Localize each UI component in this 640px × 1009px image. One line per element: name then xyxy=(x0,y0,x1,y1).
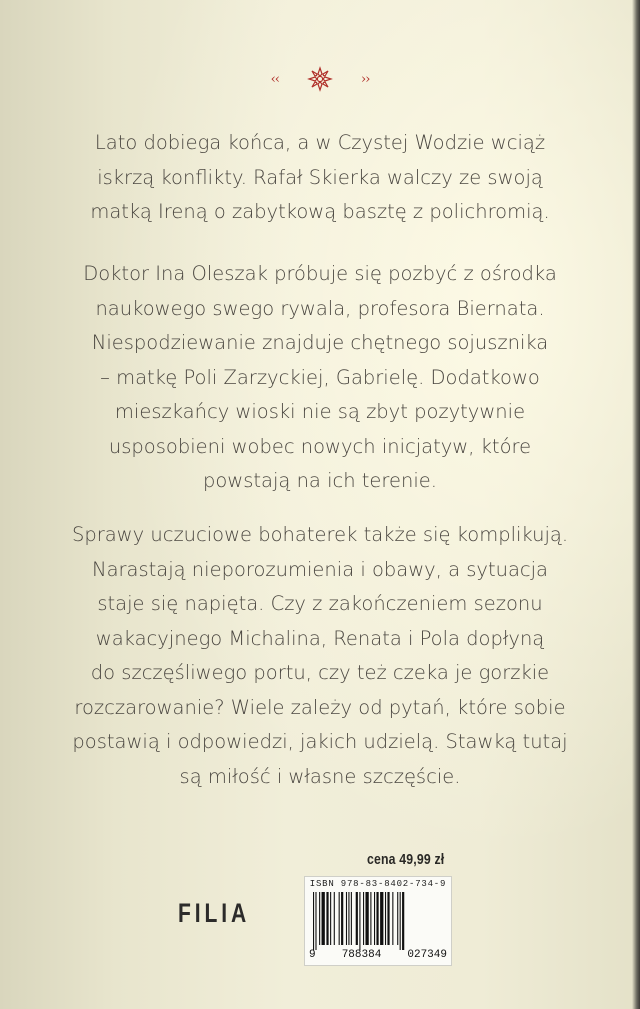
price-label: cena 49,99 zł xyxy=(367,851,445,868)
text-line: Lato dobiega końca, a w Czystej Wodzie wciąż xyxy=(94,131,546,154)
right-quote-mark: ›› xyxy=(361,71,370,87)
text-line: naukowego swego rywala, profesora Biernata. xyxy=(95,296,545,320)
ornament xyxy=(0,64,640,94)
publisher-logo: FILIA xyxy=(178,898,251,928)
text-line: rozczarowanie? Wiele zależy od pytań, które sobie xyxy=(74,695,566,719)
paragraph-3 xyxy=(40,518,600,794)
barcode-digit-group: 9 xyxy=(309,949,316,961)
text-line: są miłość i własne szczęście. xyxy=(179,764,461,788)
flower-ornament-icon xyxy=(307,66,333,92)
isbn-label: ISBN 978-83-8402-734-9 xyxy=(309,879,447,889)
barcode-bars xyxy=(313,892,443,950)
text-line: postawią i odpowiedzi, jakich udzielą. Stawką tutaj xyxy=(72,730,568,753)
barcode-digit-group: 027349 xyxy=(407,949,447,961)
text-line: Narastają nieporozumienia i obawy, a sytuacja xyxy=(91,557,548,581)
text-line: mieszkańcy wioski nie są zbyt pozytywnie xyxy=(114,400,526,423)
text-line: Doktor Ina Oleszak próbuje się pozbyć z ośrodka xyxy=(83,262,557,285)
text-line: – matkę Poli Zarzyckiej, Gabrielę. Dodatkowo xyxy=(100,365,540,389)
left-quote-mark: ‹‹ xyxy=(270,71,279,87)
barcode-digits xyxy=(307,949,449,961)
text-line: usposobieni wobec nowych inicjatyw, które xyxy=(108,434,532,458)
cover-edge-shadow xyxy=(632,0,640,1009)
text-line: staje się napięta. Czy z zakończeniem sezonu xyxy=(97,592,543,615)
paragraph-2 xyxy=(40,257,600,499)
paragraph-1 xyxy=(40,126,600,230)
text-line: matką Ireną o zabytkową basztę z polichromią. xyxy=(90,200,550,223)
text-line: iskrzą konflikty. Rafał Skierka walczy ze swoją xyxy=(97,165,543,189)
text-line: Niespodziewanie znajduje chętnego sojusznika xyxy=(91,331,549,354)
barcode-digit-group: 788384 xyxy=(341,949,382,961)
barcode xyxy=(304,876,452,966)
text-line: Sprawy uczuciowe bohaterek także się komplikują. xyxy=(71,523,569,546)
text-line: powstają na ich terenie. xyxy=(203,469,437,492)
text-line: do szczęśliwego portu, czy też czeka je gorzkie xyxy=(90,661,550,684)
text-line: wakacyjnego Michalina, Renata i Pola dopłyną xyxy=(95,626,545,650)
